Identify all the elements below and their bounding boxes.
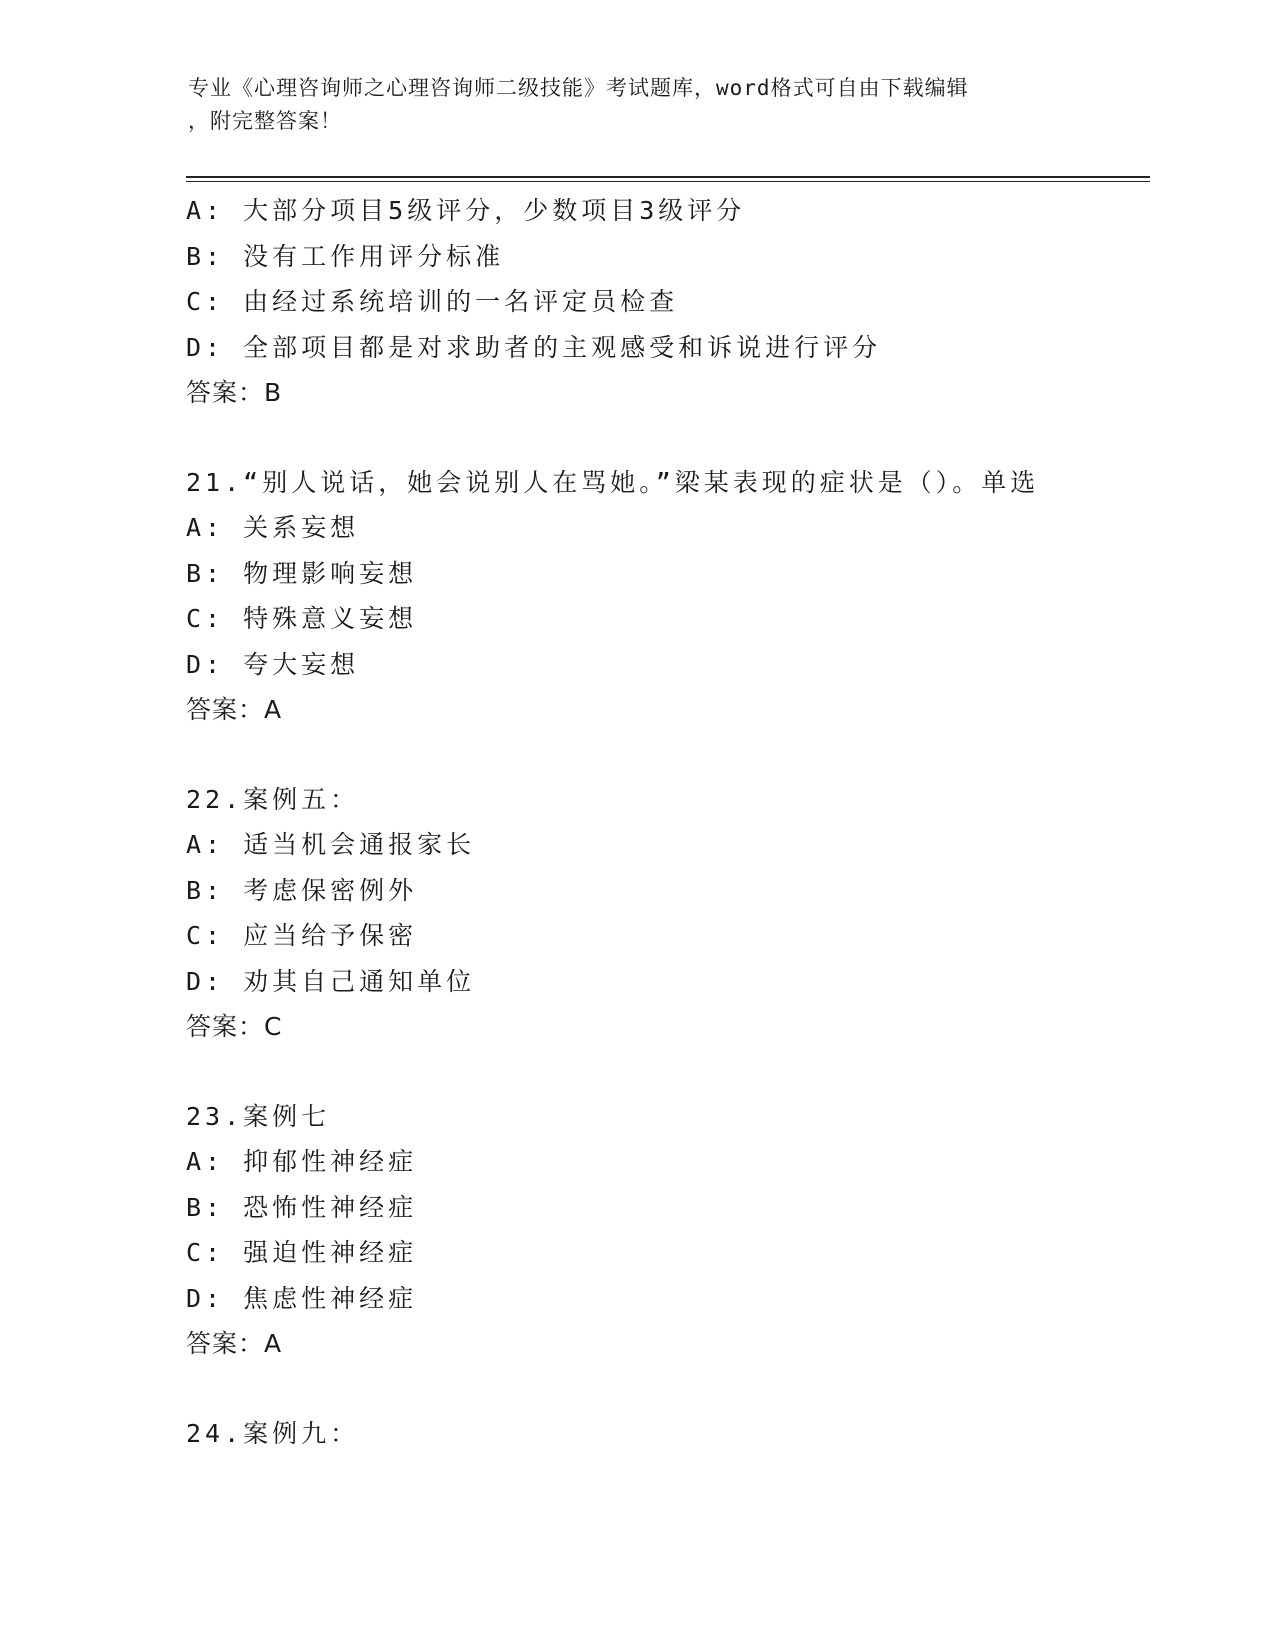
question-block xyxy=(186,1411,1146,1457)
option-c: C: 应当给予保密 xyxy=(186,921,418,950)
question-block xyxy=(186,188,1146,416)
question-list xyxy=(186,188,1146,1456)
option-c: C: 由经过系统培训的一名评定员检查 xyxy=(186,287,679,316)
answer-line: 答案：B xyxy=(186,378,283,407)
answer-line: 答案：A xyxy=(186,1329,283,1358)
document-header xyxy=(188,72,1068,138)
question-stem: 24.案例九： xyxy=(186,1418,360,1448)
answer-line: 答案：C xyxy=(186,1012,283,1041)
option-b: B: 考虑保密例外 xyxy=(186,875,418,905)
question-block xyxy=(186,777,1146,1050)
header-line-1: 专业《心理咨询师之心理咨询师二级技能》考试题库，word格式可自由下载编辑 xyxy=(188,76,969,100)
question-block xyxy=(186,1094,1146,1367)
option-b: B: 没有工作用评分标准 xyxy=(186,241,505,271)
question-block xyxy=(186,460,1146,733)
question-stem: 22.案例五： xyxy=(186,784,360,814)
option-c: C: 特殊意义妄想 xyxy=(186,604,418,633)
option-a: A: 关系妄想 xyxy=(186,513,360,542)
question-stem: 23.案例七 xyxy=(186,1101,331,1131)
option-d: D: 劝其自己通知单位 xyxy=(186,966,476,996)
option-a: A: 适当机会通报家长 xyxy=(186,830,476,859)
option-d: D: 夸大妄想 xyxy=(186,649,360,679)
option-d: D: 焦虑性神经症 xyxy=(186,1283,418,1313)
option-b: B: 物理影响妄想 xyxy=(186,558,418,588)
option-a: A: 抑郁性神经症 xyxy=(186,1147,418,1176)
option-a: A: 大部分项目5级评分，少数项目3级评分 xyxy=(186,196,746,225)
answer-line: 答案：A xyxy=(186,695,283,724)
header-divider-thick xyxy=(186,176,1150,178)
option-b: B: 恐怖性神经症 xyxy=(186,1192,418,1222)
header-divider-thin xyxy=(186,181,1150,182)
option-c: C: 强迫性神经症 xyxy=(186,1238,418,1267)
header-line-2: ，附完整答案！ xyxy=(188,109,342,133)
question-stem: 21.“别人说话，她会说别人在骂她。”梁某表现的症状是（）。单选 xyxy=(186,467,1040,497)
option-d: D: 全部项目都是对求助者的主观感受和诉说进行评分 xyxy=(186,332,882,362)
